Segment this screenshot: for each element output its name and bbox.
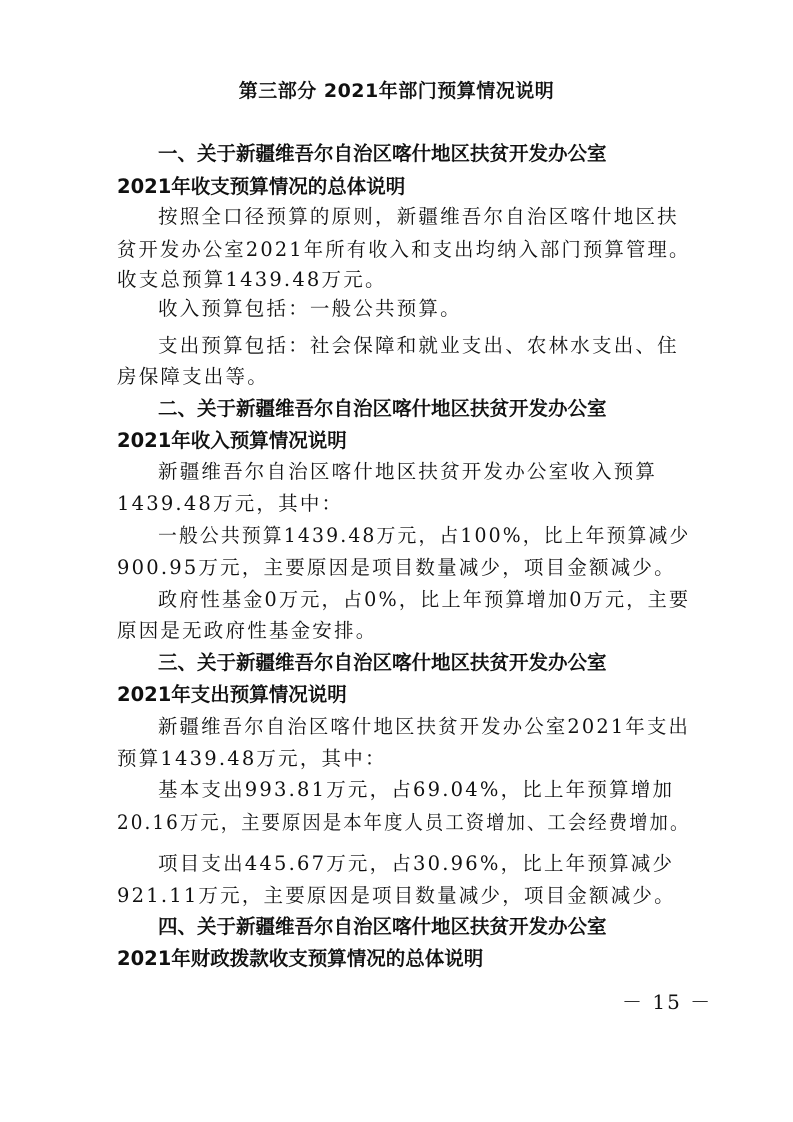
paragraph-line: 1439.48万元，其中： (117, 492, 344, 515)
section-1-heading-cont: 2021年收支预算情况的总体说明 (117, 175, 406, 198)
paragraph-line: 政府性基金0万元，占0%，比上年预算增加0万元，主要 (158, 588, 691, 611)
paragraph-line: 原因是无政府性基金安排。 (117, 619, 378, 642)
paragraph-line: 收支总预算1439.48万元。 (117, 268, 387, 291)
paragraph-line: 921.11万元，主要原因是项目数量减少，项目金额减少。 (117, 884, 676, 907)
paragraph-line: 新疆维吾尔自治区喀什地区扶贫开发办公室2021年支出 (158, 715, 691, 738)
paragraph-line: 20.16万元，主要原因是本年度人员工资增加、工会经费增加。 (117, 811, 691, 834)
paragraph-line: 900.95万元，主要原因是项目数量减少，项目金额减少。 (117, 556, 676, 579)
section-2-heading: 二、关于新疆维吾尔自治区喀什地区扶贫开发办公室 (158, 397, 607, 420)
section-4-heading: 四、关于新疆维吾尔自治区喀什地区扶贫开发办公室 (158, 915, 607, 938)
section-3-heading: 三、关于新疆维吾尔自治区喀什地区扶贫开发办公室 (158, 651, 607, 674)
section-1-heading: 一、关于新疆维吾尔自治区喀什地区扶贫开发办公室 (158, 142, 607, 165)
section-4-heading-cont: 2021年财政拨款收支预算情况的总体说明 (117, 947, 484, 970)
paragraph-line: 贫开发办公室2021年所有收入和支出均纳入部门预算管理。 (117, 238, 691, 261)
paragraph-line: 项目支出445.67万元，占30.96%，比上年预算减少 (158, 852, 675, 875)
section-2-heading-cont: 2021年收入预算情况说明 (117, 429, 347, 452)
paragraph-line: 预算1439.48万元，其中： (117, 747, 387, 770)
paragraph-line: 房保障支出等。 (117, 365, 269, 388)
paragraph-line: 新疆维吾尔自治区喀什地区扶贫开发办公室收入预算 (158, 460, 658, 483)
paragraph-line: 收入预算包括：一般公共预算。 (158, 297, 462, 320)
page-title: 第三部分 2021年部门预算情况说明 (238, 80, 555, 102)
page-number: － 15 － (622, 990, 713, 1014)
paragraph-line: 按照全口径预算的原则，新疆维吾尔自治区喀什地区扶 (158, 205, 679, 228)
section-3-heading-cont: 2021年支出预算情况说明 (117, 683, 347, 706)
paragraph-line: 一般公共预算1439.48万元，占100%，比上年预算减少 (158, 524, 691, 547)
paragraph-line: 基本支出993.81万元，占69.04%，比上年预算增加 (158, 778, 675, 801)
paragraph-line: 支出预算包括：社会保障和就业支出、农林水支出、住 (158, 334, 679, 357)
